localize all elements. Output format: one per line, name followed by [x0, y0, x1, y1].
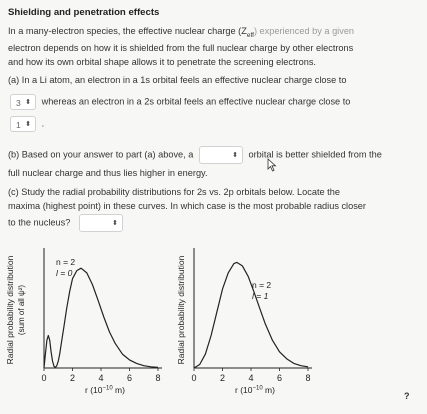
annotation-n: n = 2: [56, 257, 76, 267]
chart-2s-radial-distribution: [0, 238, 170, 414]
x-axis-label: r ($10^{-10}$ m): [85, 385, 125, 395]
help-icon[interactable]: ?: [404, 391, 410, 401]
mouse-cursor-icon: [267, 158, 277, 172]
x-axis-label: r ($10^{-10}$ m): [235, 385, 275, 395]
part-b-line-1-a: (b) Based on your answer to part (a) above, a: [8, 149, 194, 160]
zeff-subscript: eff: [246, 31, 254, 39]
annotation-l: l = 1: [252, 291, 269, 301]
y-axis-label: Radial probability distribution: [5, 255, 15, 365]
intro-line-3-text: and how its own orbital shape allows it to penetrate the screening electrons.: [8, 57, 316, 68]
page-title: Shielding and penetration effects: [8, 7, 160, 18]
select-arrows-icon: ⬍: [25, 99, 31, 106]
select-arrows-icon: ⬍: [112, 220, 118, 227]
x-tick-label: 2: [219, 373, 226, 383]
closer-radius-select[interactable]: [79, 214, 123, 232]
x-tick-label: 8: [155, 373, 161, 383]
x-tick-label: 0: [191, 373, 197, 383]
x-tick-label: 4: [98, 373, 104, 383]
part-b-row-1: [8, 146, 422, 164]
x-tick-label: 6: [276, 373, 283, 383]
part-a-row-3: [8, 116, 422, 132]
part-c-line-1: (c) Study the radial probability distributions for 2s vs. 2p orbitals below. Locate the: [8, 187, 340, 197]
intro-line-2-text: electron depends on how it is shielded from the full nuclear charge by other electrons: [8, 43, 354, 54]
orbital-choice-select[interactable]: [199, 146, 243, 164]
chart-2p-radial-distribution: [172, 238, 342, 414]
part-c-line-3: to the nucleus?: [8, 217, 71, 228]
intro-line-1: [8, 25, 422, 42]
y-axis-label-2: (sum of all ψ²): [17, 284, 26, 336]
part-c-row-3: [8, 214, 422, 232]
li-1s-zeff-value: 3: [16, 98, 21, 108]
li-2s-zeff-value: 1: [16, 120, 21, 130]
select-arrows-icon: ⬍: [232, 152, 238, 159]
part-c-line-2: maxima (highest point) in these curves. In which case is the most probable radius closer: [8, 201, 366, 211]
intro-line-3: [8, 56, 422, 70]
part-b-line-2: full nuclear charge and thus lies higher in energy.: [8, 168, 208, 178]
x-tick-label: 0: [41, 373, 47, 383]
x-tick-label: 2: [69, 373, 76, 383]
part-a-line-2: whereas an electron in a 2s orbital feels an effective nuclear charge close to: [41, 96, 351, 107]
part-b-line-1-b: orbital is better shielded from the: [248, 149, 382, 160]
li-2s-zeff-select[interactable]: [10, 116, 36, 132]
series-line: [44, 268, 158, 368]
intro-line-2: [8, 42, 422, 56]
part-a-row-2: [8, 94, 422, 110]
intro-line-1-b: ) experienced by a given: [253, 26, 355, 36]
x-tick-label: 4: [248, 373, 254, 383]
select-arrows-icon: ⬍: [25, 121, 31, 128]
x-tick-label: 8: [305, 373, 311, 383]
intro-line-1-a: In a many-electron species, the effective nuclear charge (Z: [8, 26, 247, 36]
series-line: [194, 262, 308, 368]
part-a-line-1: (a) In a Li atom, an electron in a 1s orbital feels an effective nuclear charge close to: [8, 75, 347, 85]
li-1s-zeff-select[interactable]: [10, 94, 36, 110]
part-a-period: .: [41, 118, 45, 129]
intro-paragraph: [8, 25, 422, 70]
x-tick-label: 6: [126, 373, 133, 383]
y-axis-label: Radial probability distribution: [176, 255, 186, 365]
annotation-n: n = 2: [252, 280, 272, 290]
annotation-l: l = 0: [56, 268, 73, 278]
